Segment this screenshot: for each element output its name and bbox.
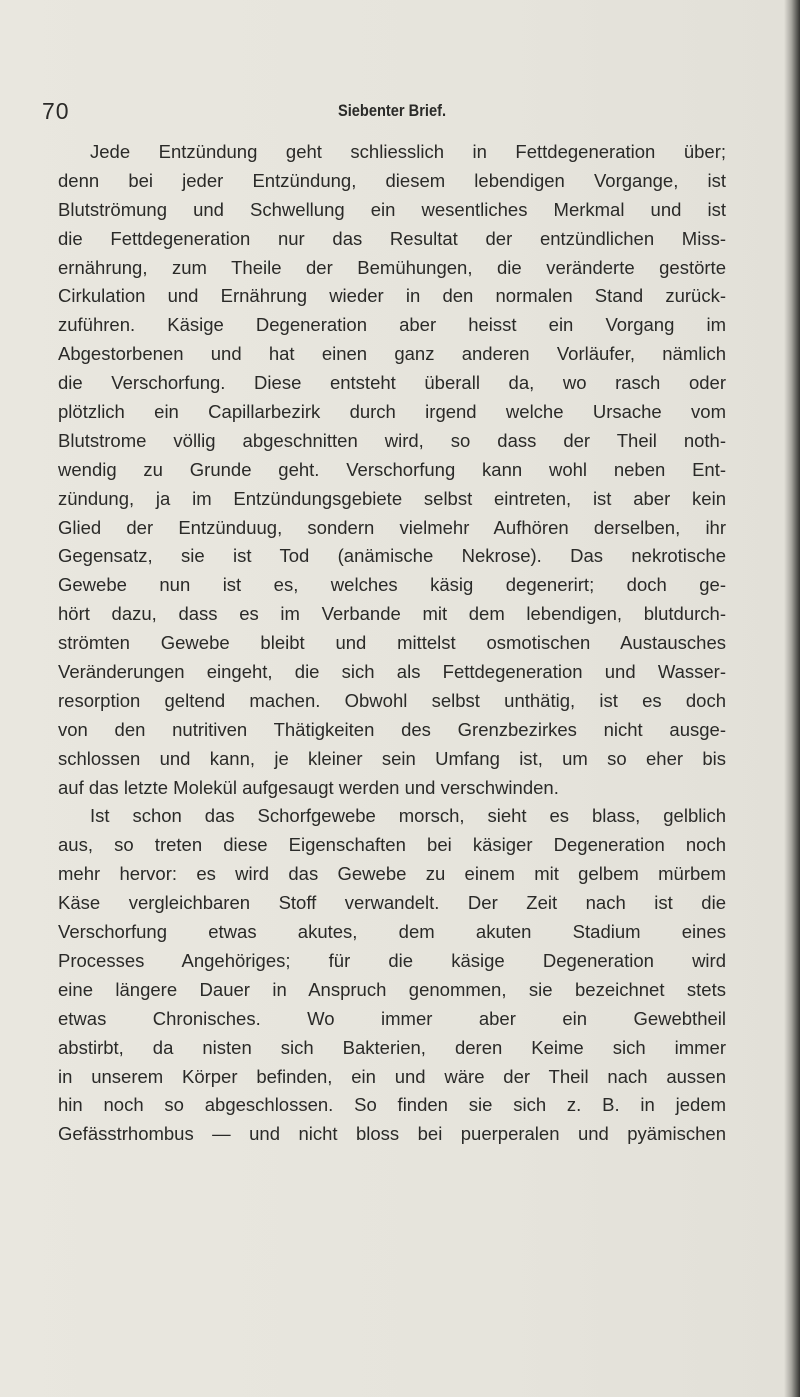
text-line: strömten Gewebe bleibt und mittelst osmotischen Austausches — [58, 632, 726, 654]
text-line: abstirbt, da nisten sich Bakterien, deren Keime sich immer — [58, 1036, 726, 1058]
text-line: Jede Entzündung geht schliesslich in Fettdegeneration über; — [90, 141, 726, 162]
text-line: in unserem Körper befinden, ein und wäre der Theil nach aussen — [58, 1065, 726, 1087]
text-line: Gegensatz, sie ist Tod (anämische Nekrose). Das nekrotische — [58, 545, 726, 567]
text-line: ernährung, zum Theile der Bemühungen, die veränderte gestörte — [58, 256, 726, 278]
text-line: die Verschorfung. Diese entsteht überall da, wo rasch oder — [58, 372, 726, 394]
text-line: wendig zu Grunde geht. Verschorfung kann wohl neben Ent- — [58, 458, 726, 480]
text-line: mehr hervor: es wird das Gewebe zu einem mit gelbem mürbem — [58, 863, 726, 885]
text-line: plötzlich ein Capillarbezirk durch irgend welche Ursache vom — [58, 401, 726, 423]
text-line: die Fettdegeneration nur das Resultat der entzündlichen Miss- — [58, 227, 726, 249]
text-line: auf das letzte Molekül aufgesaugt werden und verschwinden. — [58, 776, 559, 798]
text-line: hört dazu, dass es im Verbande mit dem lebendigen, blutdurch- — [58, 603, 726, 625]
text-line: eine längere Dauer in Anspruch genommen, sie bezeichnet stets — [58, 978, 726, 1000]
letter-body-text — [58, 138, 726, 1149]
text-line: Gewebe nun ist es, welches käsig degenerirt; doch ge- — [58, 574, 726, 596]
text-line: Gefässtrhombus — und nicht bloss bei puerperalen und pyämischen — [58, 1123, 726, 1145]
text-line: Verschorfung etwas akutes, dem akuten Stadium eines — [58, 921, 726, 943]
text-line: zuführen. Käsige Degeneration aber heisst ein Vorgang im — [58, 314, 726, 336]
page-edge-shadow — [784, 0, 800, 1397]
text-line: zündung, ja im Entzündungsgebiete selbst eintreten, ist aber kein — [58, 487, 726, 509]
text-line: Ist schon das Schorfgewebe morsch, sieht es blass, gelblich — [90, 805, 726, 827]
text-line: etwas Chronisches. Wo immer aber ein Gewebtheil — [58, 1007, 726, 1029]
page-number: 70 — [42, 98, 70, 124]
text-line: Veränderungen eingeht, die sich als Fettdegeneration und Wasser- — [58, 661, 726, 683]
text-line: resorption geltend machen. Obwohl selbst unthätig, ist es doch — [58, 689, 726, 711]
text-line: Cirkulation und Ernährung wieder in den normalen Stand zurück- — [58, 285, 726, 307]
text-line: von den nutritiven Thätigkeiten des Grenzbezirkes nicht ausge- — [58, 718, 726, 740]
text-line: hin noch so abgeschlossen. So finden sie sich z. B. in jedem — [58, 1094, 726, 1116]
text-line: Käse vergleichbaren Stoff verwandelt. Der Zeit nach ist die — [58, 892, 726, 914]
text-line: schlossen und kann, je kleiner sein Umfang ist, um so eher bis — [58, 747, 726, 769]
text-line: Glied der Entzünduug, sondern vielmehr Aufhören derselben, ihr — [58, 516, 726, 538]
text-line: denn bei jeder Entzündung, diesem lebendigen Vorgange, ist — [58, 169, 726, 191]
text-line: aus, so treten diese Eigenschaften bei käsiger Degeneration noch — [58, 834, 726, 856]
text-line: Processes Angehöriges; für die käsige Degeneration wird — [58, 949, 726, 971]
text-line: Abgestorbenen und hat einen ganz anderen Vorläufer, nämlich — [58, 343, 726, 365]
text-line: Blutstrome völlig abgeschnitten wird, so dass der Theil noth- — [58, 429, 726, 451]
running-title: Siebenter Brief. — [337, 101, 447, 120]
page-header — [42, 98, 742, 128]
text-line: Blutströmung und Schwellung ein wesentliches Merkmal und ist — [58, 198, 726, 220]
